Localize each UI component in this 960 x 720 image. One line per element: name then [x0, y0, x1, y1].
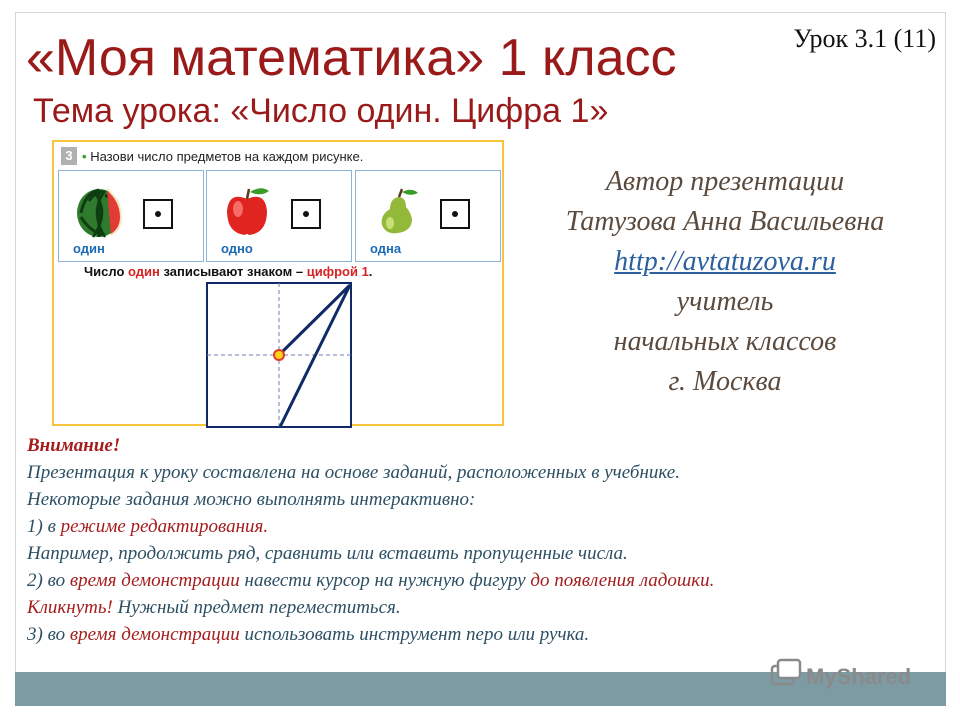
task-item-watermelon[interactable] — [58, 170, 204, 262]
slide-title: «Моя математика» 1 класс — [26, 29, 677, 87]
note-line-2: Некоторые задания можно выполнять интерактивно: — [27, 489, 476, 510]
task-caption: Число один записывают знаком – цифрой 1. — [84, 264, 373, 279]
task-item-apple[interactable] — [206, 170, 352, 262]
note-line-7: 3) во время демонстрации использовать инструмент перо или ручка. — [27, 624, 590, 645]
task-number: 3 — [61, 147, 77, 165]
dot-card-one — [291, 199, 321, 229]
author-role: учитель — [676, 286, 774, 317]
author-name: Татузова Анна Васильевна — [565, 206, 885, 237]
author-block — [520, 162, 930, 402]
watermelon-icon — [71, 183, 127, 239]
task-instruction: • Назови число предметов на каждом рисунке. — [82, 149, 364, 164]
note-line-5: 2) во время демонстрации навести курсор на нужную фигуру до появления ладошки. — [27, 570, 715, 591]
textbook-task — [52, 140, 504, 426]
digit-one-tracing-grid[interactable] — [206, 282, 352, 428]
task-item-pear[interactable] — [355, 170, 501, 262]
author-city: г. Москва — [668, 366, 782, 397]
note-line-3: 1) в режиме редактирования. — [27, 516, 269, 537]
dot-card-one — [143, 199, 173, 229]
author-site-link[interactable]: http://avtatuzova.ru — [614, 246, 836, 277]
pear-icon — [368, 183, 424, 239]
apple-icon — [219, 183, 275, 239]
slide-subtitle: Тема урока: «Число один. Цифра 1» — [33, 92, 609, 130]
myshared-watermark-logo — [770, 658, 930, 694]
author-role-detail: начальных классов — [613, 326, 837, 357]
author-heading: Автор презентации — [605, 166, 845, 197]
lesson-number: Урок 3.1 (11) — [793, 24, 936, 53]
note-line-4: Например, продолжить ряд, сравнить или вставить пропущенные числа. — [27, 543, 628, 564]
instructions-notes — [27, 432, 927, 648]
dot-card-one — [440, 199, 470, 229]
attention-label: Внимание! — [27, 435, 121, 456]
note-line-1: Презентация к уроку составлена на основе заданий, расположенных в учебнике. — [27, 462, 680, 483]
word-odno: одно — [221, 241, 253, 256]
word-odin: один — [73, 241, 105, 256]
watermark-text: MyShared — [806, 664, 912, 689]
word-odna: одна — [370, 241, 402, 256]
note-line-6: Кликнуть! Нужный предмет переместиться. — [27, 597, 401, 618]
